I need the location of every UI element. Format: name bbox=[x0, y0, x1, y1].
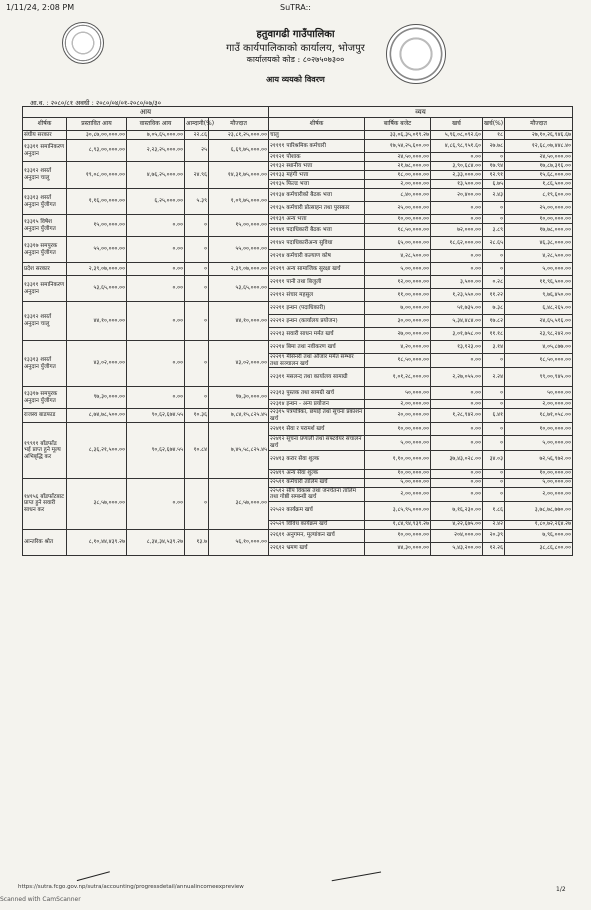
expense-value-cell: १,२८,९४२.०० bbox=[431, 409, 483, 423]
expense-value-cell: १,२३,५५०.०० bbox=[431, 289, 483, 302]
expense-value-cell: ०.०० bbox=[431, 202, 483, 215]
income-value-cell: ० bbox=[185, 237, 209, 263]
expense-value-cell: २५,००,०००.०० bbox=[505, 202, 573, 215]
income-value-cell: ०.०० bbox=[127, 478, 185, 529]
expense-value-cell: ८,४०,०००.०० bbox=[365, 189, 431, 202]
expense-value-cell: ० bbox=[483, 263, 505, 276]
income-value-cell: १,०९,७५,०००.०० bbox=[209, 189, 269, 215]
expense-value-cell: ३८,८६,८००.०० bbox=[505, 542, 573, 555]
expense-value-cell: ४,२०,०००.०० bbox=[365, 341, 431, 354]
income-value-cell: ८,९३,००,०००.०० bbox=[67, 140, 127, 162]
income-heading-cell: १३३११ समानिकरण अनुदान bbox=[23, 140, 67, 162]
income-heading-cell: १९९११ बाँडफाँड भई प्राप्त हुने मूल्य अभिबृद्धि कर bbox=[23, 423, 67, 478]
expense-value-cell: २१,७८,०००.०० bbox=[365, 162, 431, 171]
expense-value-cell: ६,४८,२६५.०० bbox=[505, 302, 573, 315]
income-value-cell: ४३,०२,०००.०० bbox=[209, 341, 269, 387]
expense-value-cell: ५१,७३५.०० bbox=[431, 302, 483, 315]
expense-value-cell: ३,७८,७८,७७०.०० bbox=[505, 501, 573, 520]
expense-value-cell: २०,००,०००.०० bbox=[365, 409, 431, 423]
expense-heading-cell: २२११२ संचार महसुल bbox=[269, 289, 365, 302]
expense-value-cell: २४,५०,०००.०० bbox=[365, 153, 431, 162]
expense-value-cell: ३३,०६,३५,०१९.२७ bbox=[365, 131, 431, 140]
expense-value-cell: ०.२८ bbox=[483, 276, 505, 289]
income-value-cell: ४४,१०,०००.०० bbox=[209, 302, 269, 341]
income-value-cell: ५६,१०,०००.०० bbox=[209, 529, 269, 555]
expense-value-cell: १२,००,०००.०० bbox=[365, 276, 431, 289]
expense-value-cell: २७,१०,२६,९४६.६७ bbox=[505, 131, 573, 140]
office-name: गाउँ कार्यपालिकाको कार्यालय, भोजपुर bbox=[226, 43, 365, 54]
expense-value-cell: २,००,०००.०० bbox=[365, 180, 431, 189]
expense-heading-cell: २२५२९ विविध कार्यक्रम खर्च bbox=[269, 520, 365, 529]
income-value-cell: ० bbox=[185, 276, 209, 302]
expense-heading-cell: २११११ पारिश्रमिक कर्मचारी bbox=[269, 140, 365, 153]
expense-value-cell: २३,९८,२४२.०० bbox=[505, 328, 573, 341]
expense-heading-cell: २२३१४ इन्धन - अन्य प्रयोजन bbox=[269, 400, 365, 409]
fiscal-year: आ.व. : २०८०/८१ अवधी : २०८०/०४/०१-२०८०/०७/३० bbox=[30, 99, 162, 107]
page-number: 1/2 bbox=[556, 886, 566, 893]
expense-heading-cell: २२२१२ इन्धन (कार्यालय प्रयोजन) bbox=[269, 315, 365, 328]
expense-value-cell: ० bbox=[483, 423, 505, 436]
table-body bbox=[23, 131, 573, 556]
expense-heading-cell: २२२११ इन्धन (पदाधिकारी) bbox=[269, 302, 365, 315]
income-value-cell: ९०,६२,६७४.५५ bbox=[127, 409, 185, 423]
expense-value-cell: १,०१,२८,०००.०० bbox=[365, 368, 431, 387]
expense-value-cell: ०.०० bbox=[431, 478, 483, 487]
income-value-cell: ३८,५७,०००.०० bbox=[209, 478, 269, 529]
income-value-cell: १,१६,००,०००.०० bbox=[67, 189, 127, 215]
expense-value-cell: २४,५०,०००.०० bbox=[505, 153, 573, 162]
income-value-cell: ५३,६५,०००.०० bbox=[67, 276, 127, 302]
expense-value-cell: ३,९०,६८४.०० bbox=[431, 162, 483, 171]
office-code: कार्यालयको कोड : ८०२७५०७३०० bbox=[246, 55, 345, 64]
expense-value-cell: ७.३८ bbox=[483, 302, 505, 315]
expense-heading-cell: २२५२२ कार्यक्रम खर्च bbox=[269, 501, 365, 520]
income-value-cell: १४,३१,७५,०००.०० bbox=[209, 162, 269, 189]
expense-value-cell: ३७,४३,०२८.०० bbox=[431, 450, 483, 469]
income-value-cell: ८,३४,३४,५३९.२७ bbox=[127, 529, 185, 555]
col-header: प्रस्तावित आय bbox=[67, 118, 127, 131]
expense-heading-cell: २२१११ पानी तथा बिजुली bbox=[269, 276, 365, 289]
income-value-cell: २३,८१,२५,०००.०० bbox=[209, 131, 269, 140]
income-value-cell: ६,६९,७५,०००.०० bbox=[209, 140, 269, 162]
expense-value-cell: ०.०० bbox=[431, 400, 483, 409]
income-expense-table bbox=[22, 106, 573, 556]
expense-value-cell: ४,८६,९८,९५१.६० bbox=[431, 140, 483, 153]
expense-value-cell: १८,५०,०००.०० bbox=[505, 354, 573, 368]
expense-value-cell: १५,६८,०००.०० bbox=[505, 171, 573, 180]
expense-value-cell: ० bbox=[483, 478, 505, 487]
col-header: वास्तविक आय bbox=[127, 118, 185, 131]
expense-heading-cell: २२२१९ मेसिनरी तथा औजार मर्मत सम्भार तथा सञ्चालन खर्च bbox=[269, 354, 365, 368]
expense-value-cell: ९,७६,४५०.०० bbox=[505, 289, 573, 302]
income-section-title: आय bbox=[23, 107, 269, 118]
col-header: आम्दानी(%) bbox=[185, 118, 209, 131]
expense-value-cell: १,८६,५००.०० bbox=[505, 180, 573, 189]
expense-value-cell: २.२४ bbox=[483, 368, 505, 387]
col-header: शीर्षक bbox=[269, 118, 365, 131]
income-value-cell: ०.०० bbox=[127, 276, 185, 302]
expense-heading-cell: २१२१४ कर्मचारी कल्याण कोष bbox=[269, 250, 365, 263]
expense-value-cell: ४६,३८,०००.०० bbox=[505, 237, 573, 250]
expense-value-cell: २०,४००.०० bbox=[431, 189, 483, 202]
income-heading-cell: १३३१७ समपुरक अनुदान पुँजीगत bbox=[23, 237, 67, 263]
income-value-cell: १०.८४ bbox=[185, 423, 209, 478]
expense-value-cell: १२.२६ bbox=[483, 542, 505, 555]
expense-value-cell: ० bbox=[483, 387, 505, 400]
income-value-cell: ५३,६५,०००.०० bbox=[209, 276, 269, 302]
expense-heading-cell: २२४१९ अन्य सेवा शुल्क bbox=[269, 469, 365, 478]
expense-value-cell: २,३३,०००.०० bbox=[431, 171, 483, 180]
expense-value-cell: १७,८७,३१६.०० bbox=[505, 162, 573, 171]
col-header: मौज्दात bbox=[505, 118, 573, 131]
expense-value-cell: ० bbox=[483, 215, 505, 224]
income-value-cell: १५,००,०००.०० bbox=[209, 215, 269, 237]
expense-value-cell: ६.४१ bbox=[483, 409, 505, 423]
income-value-cell: २४.९६ bbox=[185, 162, 209, 189]
expense-value-cell: २७,००,०००.०० bbox=[365, 328, 431, 341]
income-value-cell: ०.०० bbox=[127, 387, 185, 409]
expense-value-cell: १,१०,००,०००.०० bbox=[365, 450, 431, 469]
expense-value-cell: १२,६८,०७,४४८.४० bbox=[505, 140, 573, 153]
expense-value-cell: ४,२८,५००.०० bbox=[505, 250, 573, 263]
table-row bbox=[23, 189, 573, 202]
expense-heading-cell: चालु bbox=[269, 131, 365, 140]
income-value-cell: ०.०० bbox=[127, 341, 185, 387]
expense-heading-cell: २२२१३ सवारी साधन मर्मत खर्च bbox=[269, 328, 365, 341]
expense-value-cell: ३.८९ bbox=[483, 224, 505, 237]
expense-value-cell: ०.०० bbox=[431, 250, 483, 263]
expense-value-cell: ० bbox=[483, 469, 505, 478]
expense-heading-cell: २११४१ पदाधिकारी बैठक भत्ता bbox=[269, 224, 365, 237]
col-header: खर्च bbox=[431, 118, 483, 131]
income-value-cell: ३८,५७,०००.०० bbox=[67, 478, 127, 529]
expense-value-cell: ११.१८ bbox=[483, 328, 505, 341]
expense-value-cell: ६.७५ bbox=[483, 180, 505, 189]
expense-value-cell: ०.०० bbox=[431, 487, 483, 501]
expense-value-cell: १७.९४ bbox=[483, 162, 505, 171]
income-value-cell: २२.८६ bbox=[185, 131, 209, 140]
expense-value-cell: ० bbox=[483, 202, 505, 215]
income-value-cell: ० bbox=[185, 387, 209, 409]
expense-value-cell: ७,९६,०००.०० bbox=[505, 529, 573, 542]
expense-heading-cell: २११३५ फिल्ड भत्ता bbox=[269, 180, 365, 189]
expense-heading-cell: २११२१ पोशाक bbox=[269, 153, 365, 162]
signature-right bbox=[329, 856, 381, 881]
scanner-watermark: Scanned with CamScanner bbox=[0, 896, 81, 903]
income-heading-cell: १३३१३ शसर्त अनुदान पुँजीगत bbox=[23, 189, 67, 215]
expense-value-cell: ४४,३०,०००.०० bbox=[365, 542, 431, 555]
expense-value-cell: १,८४,९४,९३९.२७ bbox=[365, 520, 431, 529]
expense-value-cell: २,००,०००.०० bbox=[505, 487, 573, 501]
expense-value-cell: २७.७८ bbox=[483, 140, 505, 153]
expense-value-cell: १८ bbox=[483, 131, 505, 140]
expense-value-cell: ५,००,०००.०० bbox=[505, 263, 573, 276]
expense-value-cell: ५०,०००.०० bbox=[365, 387, 431, 400]
expense-heading-cell: २२३१५ पत्रपत्रिका, छपाई तथा सूचना प्रकाशन खर्च bbox=[269, 409, 365, 423]
income-value-cell: ० bbox=[185, 215, 209, 237]
municipality-name: हतुवागढी गाउँपालिका bbox=[256, 29, 335, 40]
expense-value-cell: १.८६ bbox=[483, 501, 505, 520]
expense-value-cell: १३,१२३.०० bbox=[431, 341, 483, 354]
expense-value-cell: ० bbox=[483, 436, 505, 450]
income-value-cell: ५५,००,०००.०० bbox=[209, 237, 269, 263]
income-value-cell: ८,१०,४४,४३९.२७ bbox=[67, 529, 127, 555]
expense-section-title: व्यय bbox=[269, 107, 573, 118]
income-value-cell: ९७,३०,०००.०० bbox=[209, 387, 269, 409]
expense-value-cell: ० bbox=[483, 400, 505, 409]
expense-value-cell: ० bbox=[483, 250, 505, 263]
expense-heading-cell: २२३१३ पुस्तक तथा सामग्री खर्च bbox=[269, 387, 365, 400]
expense-value-cell: १७.८२ bbox=[483, 315, 505, 328]
income-value-cell: २,३९,०७,०००.०० bbox=[209, 263, 269, 276]
expense-value-cell: ०.०० bbox=[431, 354, 483, 368]
table-row bbox=[23, 387, 573, 400]
income-value-cell: ७,०५,६५,०००.०० bbox=[127, 131, 185, 140]
income-value-cell: ७,८४,१५,८२५.४५ bbox=[209, 409, 269, 423]
income-value-cell: ९७,३०,०००.०० bbox=[67, 387, 127, 409]
expense-value-cell: २४,६५,५१६.०० bbox=[505, 315, 573, 328]
expense-value-cell: ०.०० bbox=[431, 469, 483, 478]
expense-heading-cell: २११३९ अन्य भत्ता bbox=[269, 215, 365, 224]
expense-value-cell: ०.०० bbox=[431, 215, 483, 224]
expense-value-cell: २.४३ bbox=[483, 189, 505, 202]
expense-value-cell: ५,४३,२००.०० bbox=[431, 542, 483, 555]
expense-value-cell: ०.०० bbox=[431, 263, 483, 276]
expense-value-cell: १८,६२,०००.०० bbox=[431, 237, 483, 250]
income-value-cell: ४३,०२,०००.०० bbox=[67, 341, 127, 387]
expense-value-cell: ३.१४ bbox=[483, 341, 505, 354]
expense-value-cell: ३,५००.०० bbox=[431, 276, 483, 289]
expense-heading-cell: २२५१२ सीप विकास तथा जनचेतना तालिम तथा गोष्ठी सम्बन्धी खर्च bbox=[269, 487, 365, 501]
expense-value-cell: १०,००,०००.०० bbox=[505, 215, 573, 224]
expense-value-cell: २,२७,०५५.०० bbox=[431, 368, 483, 387]
footer-url: https://sutra.fcgo.gov.np/sutra/accounting/progressdetail/annualincomeexpreview bbox=[18, 884, 244, 890]
income-value-cell: ५.३९ bbox=[185, 189, 209, 215]
expense-value-cell: ७,१६,२३०.०० bbox=[431, 501, 483, 520]
expense-value-cell: ५०,०००.०० bbox=[505, 387, 573, 400]
income-value-cell: ४४,१०,०००.०० bbox=[67, 302, 127, 341]
browser-print-header bbox=[0, 0, 591, 14]
table-row bbox=[23, 529, 573, 542]
expense-value-cell: ३४.०३ bbox=[483, 450, 505, 469]
income-value-cell: ८,७४,७८,५००.०० bbox=[67, 409, 127, 423]
expense-value-cell: २०.३९ bbox=[483, 529, 505, 542]
table-row bbox=[23, 478, 573, 487]
expense-heading-cell: २११३४ कर्मचारीको बैठक भत्ता bbox=[269, 189, 365, 202]
expense-value-cell: ० bbox=[483, 487, 505, 501]
expense-value-cell: ४,२८,५००.०० bbox=[365, 250, 431, 263]
expense-value-cell: १८,००,०००.०० bbox=[365, 171, 431, 180]
expense-heading-cell: २२६११ अनुगमन, मूल्यांकन खर्च bbox=[269, 529, 365, 542]
income-heading-cell: १३३१२ शसर्त अनुदान चालु bbox=[23, 162, 67, 189]
expense-value-cell: ५,००,०००.०० bbox=[365, 263, 431, 276]
table-row bbox=[23, 409, 573, 423]
expense-value-cell: ० bbox=[483, 153, 505, 162]
income-heading-cell: प्रदेश सरकार bbox=[23, 263, 67, 276]
expense-heading-cell: २२४११ सेवा र परामर्श खर्च bbox=[269, 423, 365, 436]
table-row bbox=[23, 131, 573, 140]
expense-value-cell: २.४२ bbox=[483, 520, 505, 529]
expense-value-cell: ७२,५६,९७२.०० bbox=[505, 450, 573, 469]
income-value-cell: ०.०० bbox=[127, 215, 185, 237]
col-header: खर्च(%) bbox=[483, 118, 505, 131]
expense-value-cell: ३,८५,९५,०००.०० bbox=[365, 501, 431, 520]
table-row bbox=[23, 423, 573, 436]
income-value-cell: ८,३६,२१,५००.०० bbox=[67, 423, 127, 478]
table-row bbox=[23, 276, 573, 289]
expense-value-cell: १०,००,०००.०० bbox=[365, 529, 431, 542]
income-value-cell: ६,२५,०००.०० bbox=[127, 189, 185, 215]
expense-value-cell: १८,५०,०००.०० bbox=[365, 354, 431, 368]
income-value-cell: २५ bbox=[185, 140, 209, 162]
report-title: आय व्ययको विवरण bbox=[266, 74, 325, 84]
income-value-cell: २,३९,०७,०००.०० bbox=[67, 263, 127, 276]
income-value-cell: १९,०८,००,०००.०० bbox=[67, 162, 127, 189]
income-value-cell: ९०,६२,६७४.५५ bbox=[127, 423, 185, 478]
income-heading-cell: संघीय सरकार bbox=[23, 131, 67, 140]
expense-value-cell: ९९,००,९४५.०० bbox=[505, 368, 573, 387]
col-header: शीर्षक bbox=[23, 118, 67, 131]
income-heading-cell: १४१५६ बाँडफाँटबाट प्राप्त हुने सवारी साधन कर bbox=[23, 478, 67, 529]
expense-heading-cell: २११४२ पदाधिकारीअन्य सुविधा bbox=[269, 237, 365, 250]
expense-value-cell: ५,९६,०८,०९२.६० bbox=[431, 131, 483, 140]
table-row bbox=[23, 215, 573, 224]
expense-heading-cell: २२४१३ करार सेवा शुल्क bbox=[269, 450, 365, 469]
income-value-cell: ० bbox=[185, 263, 209, 276]
expense-value-cell: १७,५४,२५,६००.०० bbox=[365, 140, 431, 153]
expense-value-cell: १८,७१,०५८.०० bbox=[505, 409, 573, 423]
income-value-cell: १३.७ bbox=[185, 529, 209, 555]
expense-value-cell: २,००,०००.०० bbox=[505, 400, 573, 409]
expense-value-cell: १२.९१ bbox=[483, 171, 505, 180]
income-heading-cell: १३३१५ विषेश अनुदान पुँजीगत bbox=[23, 215, 67, 237]
expense-value-cell: ११,९६,५००.०० bbox=[505, 276, 573, 289]
expense-heading-cell: २२४१२ सूचना प्रणाली तथा सफ्टवेयर संचालन खर्च bbox=[269, 436, 365, 450]
expense-value-cell: ११,००,०००.०० bbox=[365, 289, 431, 302]
expense-value-cell: ०.०० bbox=[431, 153, 483, 162]
print-datetime: 1/11/24, 2:08 PM bbox=[6, 3, 75, 12]
table-row bbox=[23, 162, 573, 171]
expense-value-cell: ७२,०००.०० bbox=[431, 224, 483, 237]
expense-value-cell: ५,३४,४८४.०० bbox=[431, 315, 483, 328]
expense-heading-cell: २२२१४ बिमा तथा नवीकरण खर्च bbox=[269, 341, 365, 354]
income-value-cell: २,२३,२५,०००.०० bbox=[127, 140, 185, 162]
expense-value-cell: १८,५०,०००.०० bbox=[365, 224, 431, 237]
expense-heading-cell: २२५११ कर्मचारी तालिम खर्च bbox=[269, 478, 365, 487]
expense-value-cell: ५,००,०००.०० bbox=[505, 436, 573, 450]
income-value-cell: ०.०० bbox=[127, 302, 185, 341]
expense-value-cell: १३,५००.०० bbox=[431, 180, 483, 189]
income-value-cell: ० bbox=[185, 478, 209, 529]
expense-value-cell: १०,००,०००.०० bbox=[505, 469, 573, 478]
income-value-cell: १५,००,०००.०० bbox=[67, 215, 127, 237]
income-value-cell: १०.३६ bbox=[185, 409, 209, 423]
income-value-cell: ०.०० bbox=[127, 263, 185, 276]
column-header-row bbox=[23, 118, 573, 131]
expense-heading-cell: २११३३ महंगी भत्ता bbox=[269, 171, 365, 180]
expense-value-cell: ०.०० bbox=[431, 387, 483, 400]
income-value-cell: ७,४५,५८,८२५.४५ bbox=[209, 423, 269, 478]
expense-value-cell: १०,००,०००.०० bbox=[365, 215, 431, 224]
income-heading-cell: १३३१७ समपुरक अनुदान पुँजीगत bbox=[23, 387, 67, 409]
print-title: SuTRA:: bbox=[280, 3, 311, 12]
expense-value-cell: ०.०० bbox=[431, 436, 483, 450]
expense-value-cell: ११.२२ bbox=[483, 289, 505, 302]
table-row bbox=[23, 263, 573, 276]
expense-value-cell: १,८०,७२,२६४.२७ bbox=[505, 520, 573, 529]
expense-heading-cell: २१२१९ अन्य सामाजिक सुरक्षा खर्च bbox=[269, 263, 365, 276]
expense-value-cell: १७,७८,०००.०० bbox=[505, 224, 573, 237]
expense-value-cell: ७,००,०००.०० bbox=[365, 302, 431, 315]
table-row bbox=[23, 302, 573, 315]
expense-value-cell: २,००,०००.०० bbox=[365, 400, 431, 409]
income-value-cell: ०.०० bbox=[127, 237, 185, 263]
income-heading-cell: १३३१३ शसर्त अनुदान पुँजीगत bbox=[23, 341, 67, 387]
expense-value-cell: २०४,०००.०० bbox=[431, 529, 483, 542]
expense-heading-cell: २२३११ मसलन्द तथा कार्यालय सामाग्री bbox=[269, 368, 365, 387]
table-row bbox=[23, 237, 573, 250]
expense-value-cell: ५,००,०००.०० bbox=[365, 478, 431, 487]
expense-heading-cell: २११३२ स्थानीय भत्ता bbox=[269, 162, 365, 171]
expense-heading-cell: २११३५ कर्मचारी प्रोत्साहन तथा पुरस्कार bbox=[269, 202, 365, 215]
expense-value-cell: ० bbox=[483, 354, 505, 368]
col-header: बार्षिक बजेट bbox=[365, 118, 431, 131]
income-value-cell: ३०,८७,००,०००.०० bbox=[67, 131, 127, 140]
expense-value-cell: २५,००,०००.०० bbox=[365, 202, 431, 215]
income-heading-cell: १३३१२ शसर्त अनुदान चालु bbox=[23, 302, 67, 341]
income-value-cell: ० bbox=[185, 302, 209, 341]
expense-value-cell: ३०,००,०००.०० bbox=[365, 315, 431, 328]
signature-left bbox=[72, 854, 110, 881]
income-value-cell: ५५,००,०००.०० bbox=[67, 237, 127, 263]
expense-value-cell: २८.६५ bbox=[483, 237, 505, 250]
income-value-cell: ४,७६,२५,०००.०० bbox=[127, 162, 185, 189]
expense-value-cell: ४,२२,६७५.०० bbox=[431, 520, 483, 529]
expense-value-cell: १०,००,०००.०० bbox=[365, 469, 431, 478]
income-value-cell: ० bbox=[185, 341, 209, 387]
income-heading-cell: राजस्व बाडफाड bbox=[23, 409, 67, 423]
expense-value-cell: १०,००,०००.०० bbox=[365, 423, 431, 436]
table-row bbox=[23, 341, 573, 354]
table-row bbox=[23, 140, 573, 153]
document-header bbox=[0, 18, 591, 90]
expense-value-cell: ३,०१,७५८.०० bbox=[431, 328, 483, 341]
income-heading-cell: १३३११ समानिकरण अनुदान bbox=[23, 276, 67, 302]
expense-value-cell: ५,००,०००.०० bbox=[505, 478, 573, 487]
expense-heading-cell: २२६१२ भ्रमण खर्च bbox=[269, 542, 365, 555]
expense-value-cell: ०.०० bbox=[431, 423, 483, 436]
expense-value-cell: २,००,०००.०० bbox=[365, 487, 431, 501]
income-heading-cell: आन्तरिक श्रोत bbox=[23, 529, 67, 555]
expense-value-cell: ८,१९,६००.०० bbox=[505, 189, 573, 202]
expense-value-cell: ६५,००,०००.०० bbox=[365, 237, 431, 250]
expense-value-cell: ५,००,०००.०० bbox=[365, 436, 431, 450]
col-header: मौज्दात bbox=[209, 118, 269, 131]
expense-value-cell: १०,००,०००.०० bbox=[505, 423, 573, 436]
expense-value-cell: ४,०५,८७७.०० bbox=[505, 341, 573, 354]
